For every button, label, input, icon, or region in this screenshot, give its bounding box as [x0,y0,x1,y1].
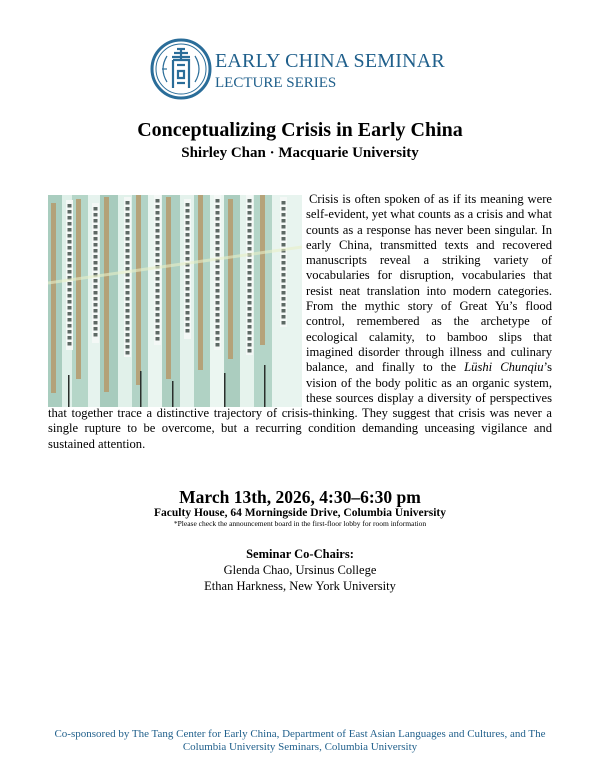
seminar-header [150,38,470,102]
series-subtitle: LECTURE SERIES [215,75,337,91]
footer-line-1: Co-sponsored by The Tang Center for Early China, Department of East Asian Languages and Cultures, and The [54,728,546,740]
abstract-part2: ’s vision of the body politic as an organic system, these sources display a diversity of perspectives that together trace a distinctive trajectory of crisis-thinking. They suggest that crisis was never a single rupture to be overcome, but a recurring condition demanding unceasing vigilance and sustained attention. [48,360,552,451]
series-title: EARLY CHINA SEMINAR [215,50,445,72]
abstract-title-italic: Lüshi Chunqiu [464,360,544,375]
co-chair-item: Ethan Harkness, New York University [204,579,396,593]
speaker-affiliation: Shirley Chan · Macquarie University [181,145,419,161]
co-chair-item: Glenda Chao, Ursinus College [223,563,377,577]
abstract-part1: Crisis is often spoken of as if its meaning were self-evident, yet what counts as a crisis and what counts as a response has never been singular. In early China, transmitted texts and recovered manuscripts reveal a striking variety of vocabularies for disruption, vocabularies that resist neat translation into modern categories. From the mythic story of Great Yu’s flood control, remembered as the archetype of ecological calamity, to bamboo slips that imagined disorder through illness and culinary balance, and finally to the [306,192,552,375]
cosponsor-footer [40,728,560,754]
event-date-time: March 13th, 2026, 4:30–6:30 pm [179,487,421,507]
room-note: *Please check the announcement board in the first-floor lobby for room information [173,519,427,528]
seminar-logo-icon [150,38,212,100]
footer-line-2: Columbia University Seminars, Columbia University [182,741,418,753]
event-venue: Faculty House, 64 Morningside Drive, Columbia University [154,507,446,519]
talk-title: Conceptualizing Crisis in Early China [137,119,463,141]
co-chairs-heading: Seminar Co-Chairs: [246,547,354,561]
photo-spacer [48,192,306,406]
abstract-text [48,192,552,452]
